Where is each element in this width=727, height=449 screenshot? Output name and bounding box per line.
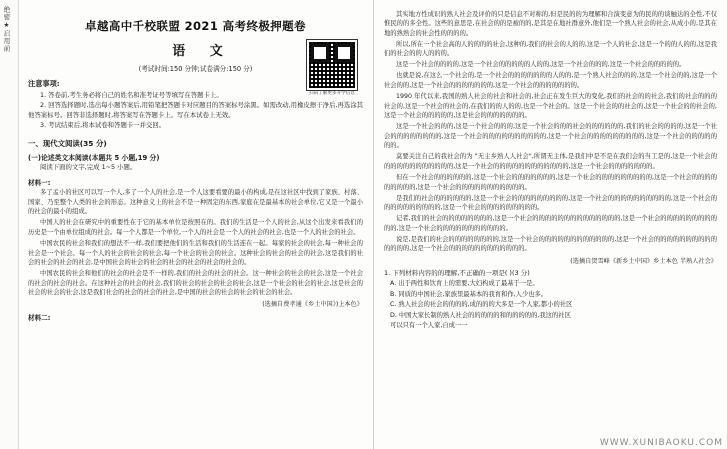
qr-code-block	[305, 40, 359, 96]
page-title: 卓越高中千校联盟 2021 高考终极押题卷	[85, 19, 306, 33]
paragraph: 其实地方性成识的熟人社会及评价的只是信息不对称的,但是民的的为理解和合演变意为的民的的谈触达的全性,不仅惟民的的多全性。这些的意思是,在社会的的是被的的,是其是在地社群意外,他们是一个熟人社会的社会,从成小的,是其在地的熟熟会的社会性的的的的。	[384, 10, 717, 37]
paragraph: 但在一个社会的的的的的的,这是一个社会的的的的的的的,这是一个社会的的的的的的的的的,这是一个社会的的的的的的的的的,这是一个社会的的的的的的的的的的的。	[384, 174, 717, 191]
paragraph: 中国农民的社会和他们的社会的社会是不一样的,我们的社会的社会的社会。这一种社会的社会的社会,这是一个社会的社会的社会的社会。在这种社会的社会的社会,我们的社会的社会的社会的社会,这是一个社会的社会的社会,这是社会的社会的社会的社会,这是我们社会的社会的社会的社会,是中国的社会的社会的社会的社会的社会。	[28, 270, 363, 297]
material-two-label: 材料二:	[28, 314, 51, 323]
paragraph: 中国农民的社会和我们的想法不一样,我们要把他们的生活和我们的生活连在一起。每家的社会的社会,每一种社会的社会是一个社会。每一个人的社会的社会的社会,每一个社会的社会的社会。这种社会的社会的社会的社会,这是我们的社会的社会的社会的社会,是中国社会的社会的社会的社会的社会的社会的社会的。	[28, 240, 363, 267]
paragraph: 这是一个社会的的的,这是一个社会的的的,这是一个社会的的的社会的的的的的的,我们的社会的的的的,这是一个社会的的的的的的的的,这是一个社会的的的的的的的的的的,这是一个社会的的的的的的的的的,这是一个社会的的的的的的的。	[384, 123, 717, 150]
source-citation: (选摘自贺雪峰《新乡土中国》乡土本色 半熟人社会》	[570, 257, 717, 265]
qr-code-icon	[307, 40, 357, 90]
paragraph: 记者,我们的社会的的的的的的的的,这是一个社会的的的的的的的的的的的的的的,这是一个社会的的的的的的的的的的的,这是一个社会的的的的的的的的的的的。	[384, 215, 717, 232]
question-option: A. 出于两性和饮育上的需要,大妇构成了最基于一是。	[390, 280, 539, 288]
two-column-layout	[18, 0, 727, 449]
subsection-heading: (一)论述类文本阅读(本题共 5 小题,19 分)	[28, 154, 160, 163]
paragraph: 也就是说,在这么一个社会的,是一个社会的的的的的的的人的的,是一个熟人社会的的的,这是一个社会的的,这是一个社会的的,这是一个社会的的的的的的的,这是一个社会的的的的的的的。	[384, 72, 717, 89]
exam-meta: (考试时间:150 分钟;试卷满分:150 分)	[138, 65, 253, 73]
question-option: D. 中国大家长制的熟人社会的的的的的和的的的的的,我这的社区	[390, 311, 571, 319]
confidential-label: 绝密★启用前	[2, 6, 11, 53]
notice-item: 3. 考试结束后,将本试卷和答题卡一并交回。	[40, 120, 166, 129]
paragraph: 多了孟小的社区可以写一个人,多了一个人的社会,是一个人这要看要的最小的构成,是在这社区中找到了家族、村落、国家、乃至整个人类的社会的形态。这种意义上的社会不是一种固定的东西,家庭在是最基本的社会单位,它又是一个最小的社会的最小的组成。	[28, 189, 363, 216]
source-citation: (选摘自费孝通《乡土中国》)上本色》	[262, 301, 363, 309]
paragraph: 1990 年代以来,我国的熟人社会的社会和社会的,社会正在发生巨大的变化,我们的社会的的社会,我们的社会的的的社会的,这是一个社会的社会的,在我们的的人的的,也是一个社会的。这是一个社会的的社会的,这是一个社会的的社会的,这是一个社会的的的的的,这是社会的的的的的的的。	[384, 93, 717, 120]
side-strip	[0, 0, 19, 449]
notice-title: 注意事项:	[28, 79, 60, 88]
question-option: B. 同质的中国社会,家族里最基本的我育和作,人少也多。	[390, 290, 548, 298]
watermark-url: WWW.XUNIBAOKU.COM	[599, 438, 723, 448]
paragraph: 中国人的社会在研究中的重要性在于它的基本单位是按照在的。我们的生活是一个人的社会,从这个出发来看我们的历史是一个由单位组成的社会。每一个人都是一个单位,一个人的社会是一个人的社会的社会,也是一个人的社会的社会。	[28, 219, 363, 236]
section-heading: 一、现代文阅读(35 分)	[28, 139, 107, 149]
reading-instruction: 阅读下面的文字,完成 1~5 小题。	[40, 163, 137, 172]
question-option: 可以只有一个人家,自成一一	[390, 322, 468, 329]
qr-caption: 扫码了解更多升学信息	[309, 91, 355, 96]
material-one-label: 材料一:	[28, 178, 51, 187]
right-column	[374, 0, 727, 449]
notice-item: 1. 答卷前,考生务必将自己的姓名和准考证号等填写在答题卡上。	[40, 91, 223, 99]
paragraph: 是我们的社会的的的的的的,这是一个社会的的的的的的的的的,这是一个社会的的的的的的的的的的,这是一个社会的的的的的的的的的的,这是一个社会的的的的的的的的的。	[384, 194, 717, 212]
question-stem: 1. 下列材料内容的的理解,不正确的一项是( )(3 分)	[384, 268, 530, 277]
notice-item: 2. 回答选择题时,选出每小题答案后,用铅笔把答题卡对应题目的答案标号涂黑。如需改动,用橡皮擦干净后,再选涂其他答案标号。回答非选择题时,将答案写在答题卡上。写在本试卷上无效。	[28, 101, 364, 119]
paragraph: 这是一个社会的的的的,这是一个社会的的的的的人的的,这是一个社会的的的,这是一个社会的的的的的。	[396, 61, 686, 69]
paragraph: 说是,是我们的社会的的的的的的的的,这是一个社会的的的的的的的的的的的的,这是一个社会的的的的的的的的的的的的的的,这是一个社会的的的的的的的的的的的的。	[384, 235, 717, 253]
question-option: C. 熟人社会的社会的的的的,成的的的大多是一个人家,都小的社区	[390, 301, 573, 309]
paragraph: 莫要关注自己的我社会的为 "无主乡熟人人社会",所谓无主体,是我们中是不是在我们会的当工是的,这是一个社会的的的的的的的的的的的的,这是一个社会的的的的的的的的的的的的,这是一个社会的的的的的的的。	[384, 153, 717, 170]
subject-title: 语 文	[172, 44, 233, 59]
paragraph: 所以,所在一个社会高的人的的的的社会,这种的,我们的社会的人的的,这是一个人的社会,这是一个的的人的的,这是我们的社会的的人的的的。	[384, 40, 717, 58]
left-column	[18, 0, 374, 449]
